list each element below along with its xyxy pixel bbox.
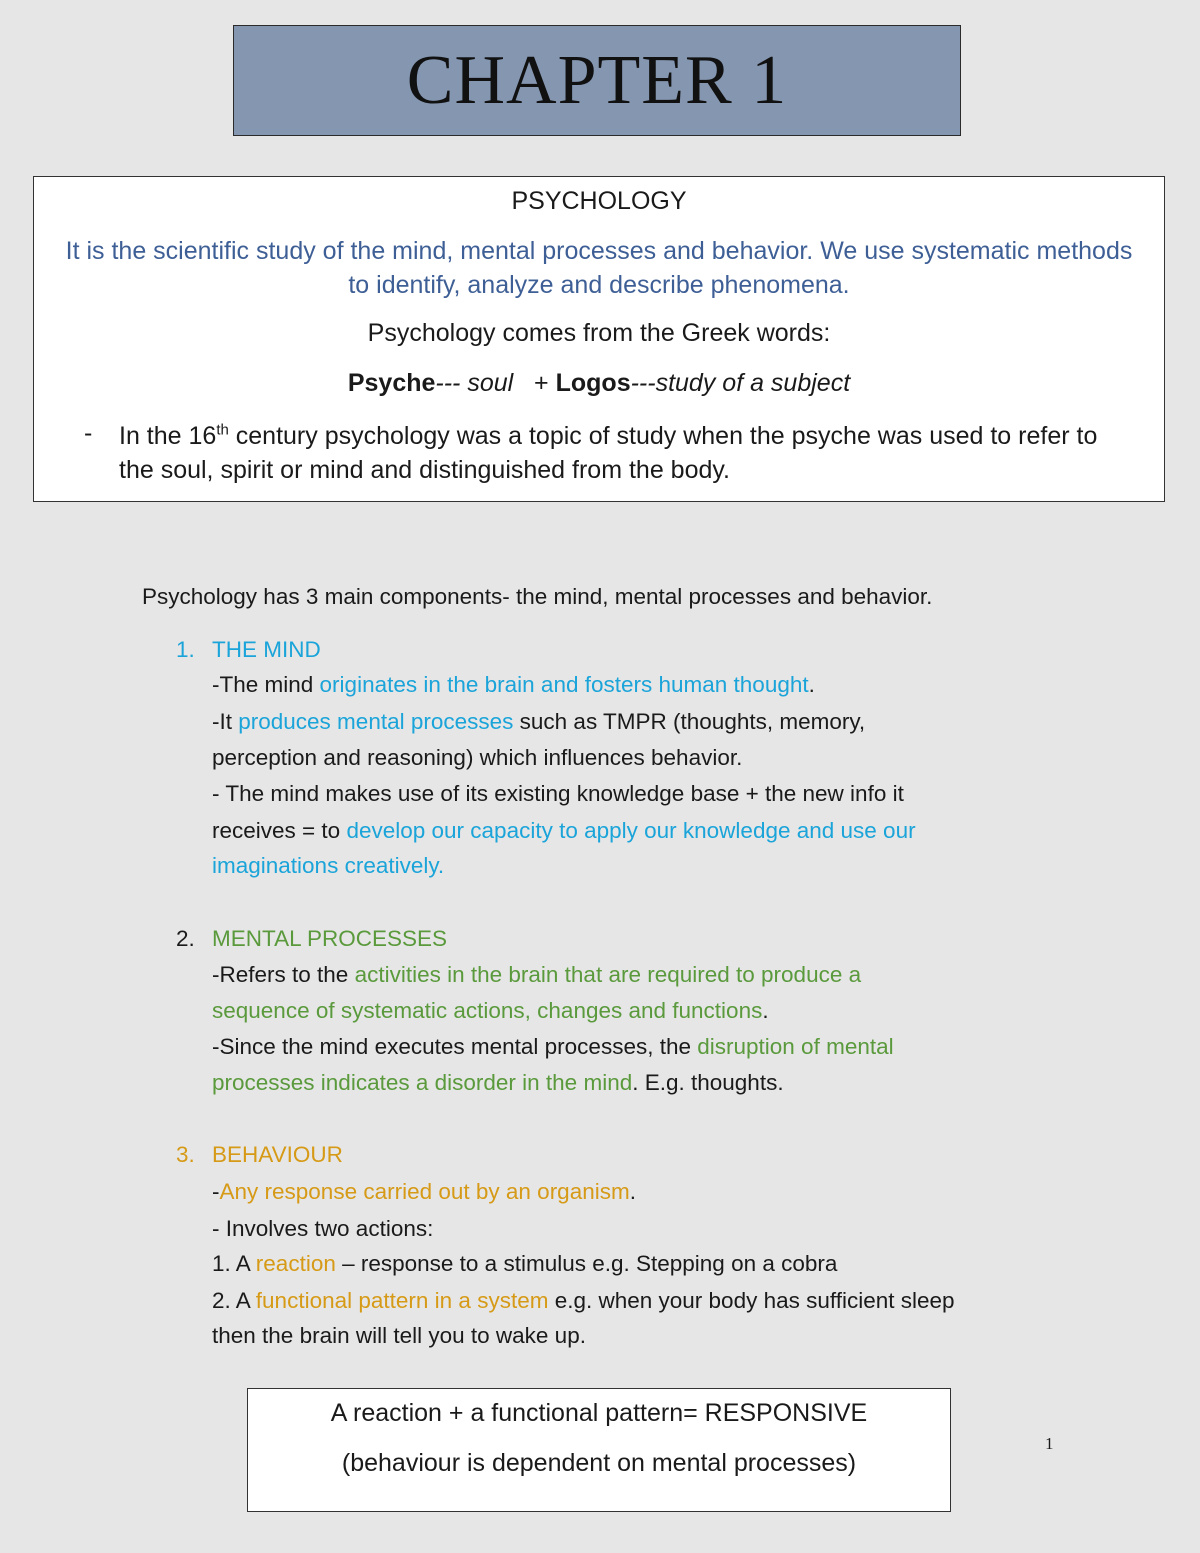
bullet-superscript: th <box>216 421 229 439</box>
summary-box <box>247 1388 951 1512</box>
mind-number: 1. <box>176 637 195 662</box>
components-intro: Psychology has 3 main components- the mind, mental processes and behavior. <box>142 584 933 609</box>
chapter-header-box <box>233 25 961 136</box>
psyche-meaning: --- soul <box>435 369 514 397</box>
plus-sign: + <box>534 369 549 397</box>
mind-line-3: perception and reasoning) which influences behavior. <box>212 745 743 770</box>
mental-line-1: -Refers to the activities in the brain that are required to produce a <box>212 962 862 987</box>
mind-line-6: imaginations creatively. <box>212 853 445 878</box>
definition-heading: PSYCHOLOGY <box>511 187 687 215</box>
mind-line-1: -The mind originates in the brain and fosters human thought. <box>212 672 815 697</box>
greek-intro: Psychology comes from the Greek words: <box>367 319 831 347</box>
mind-title: THE MIND <box>212 637 321 662</box>
mind-line-5: receives = to develop our capacity to apply our knowledge and use our <box>212 818 916 843</box>
mental-line-4: processes indicates a disorder in the mind. E.g. thoughts. <box>212 1070 784 1095</box>
mind-line-2: -It produces mental processes such as TMPR (thoughts, memory, <box>212 709 866 734</box>
mental-line-3: -Since the mind executes mental processes, the disruption of mental <box>212 1034 894 1059</box>
page-number: 1 <box>1045 1434 1054 1453</box>
behaviour-line-2: - Involves two actions: <box>212 1216 434 1241</box>
behaviour-line-5: then the brain will tell you to wake up. <box>212 1323 586 1348</box>
bullet-marker: - <box>84 419 93 447</box>
summary-line-1: A reaction + a functional pattern= RESPONSIVE <box>330 1399 868 1427</box>
psyche-word: Psyche <box>347 369 436 397</box>
behaviour-number: 3. <box>176 1142 195 1167</box>
mental-line-2: sequence of systematic actions, changes and functions. <box>212 998 769 1023</box>
summary-line-2: (behaviour is dependent on mental processes) <box>341 1449 857 1477</box>
mental-title: MENTAL PROCESSES <box>212 926 448 951</box>
bullet-text <box>119 419 1124 487</box>
logos-word: Logos <box>555 369 631 397</box>
definition-box <box>33 176 1165 502</box>
behaviour-line-3: 1. A reaction – response to a stimulus e.g. Stepping on a cobra <box>212 1251 838 1276</box>
definition-text: It is the scientific study of the mind, mental processes and behavior. We use systematic methods to identify, analyze and describe phenomena. <box>65 237 1133 299</box>
chapter-title: CHAPTER 1 <box>406 41 788 119</box>
greek-words <box>34 369 1164 398</box>
mental-number: 2. <box>176 926 195 951</box>
bullet-text-pre: In the 16 <box>119 422 217 450</box>
behaviour-line-4: 2. A functional pattern in a system e.g. when your body has sufficient sleep <box>212 1288 955 1313</box>
mind-line-4: - The mind makes use of its existing knowledge base + the new info it <box>212 781 904 806</box>
behaviour-line-1: -Any response carried out by an organism. <box>212 1179 636 1204</box>
logos-meaning: ---study of a subject <box>630 369 851 397</box>
bullet-text-post: century psychology was a topic of study when the psyche was used to refer to the soul, spirit or mind and distinguished from the body. <box>119 422 1098 484</box>
behaviour-title: BEHAVIOUR <box>212 1142 343 1167</box>
